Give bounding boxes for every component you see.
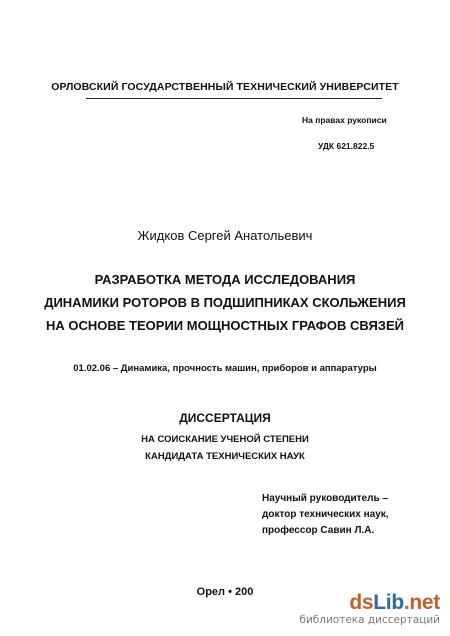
advisor-line-2: доктор технических наук, [262, 509, 389, 520]
udk-code: УДК 621.822.5 [318, 141, 375, 151]
degree-statement [0, 431, 450, 465]
degree-line-2: КАНДИДАТА ТЕХНИЧЕСКИХ НАУК [145, 451, 305, 462]
header-divider [86, 98, 382, 99]
title-line-1: РАЗРАБОТКА МЕТОДА ИССЛЕДОВАНИЯ [94, 272, 356, 287]
city-year: Орел • 200 [196, 586, 254, 598]
rights-note: На правах рукописи [302, 115, 387, 125]
title-line-3: НА ОСНОВЕ ТЕОРИИ МОЩНОСТНЫХ ГРАФОВ СВЯЗЕЙ [46, 318, 404, 333]
university-name: ОРЛОВСКИЙ ГОСУДАРСТВЕННЫЙ ТЕХНИЧЕСКИЙ УНИВЕРСИТЕТ [51, 81, 399, 93]
scientific-advisor [262, 491, 389, 539]
author-name: Жидков Сергей Анатольевич [137, 228, 313, 243]
advisor-line-1: Научный руководитель – [262, 493, 388, 504]
title-line-2: ДИНАМИКИ РОТОРОВ В ПОДШИПНИКАХ СКОЛЬЖЕНИЯ [44, 295, 406, 310]
dissertation-title [0, 268, 450, 337]
degree-line-1: НА СОИСКАНИЕ УЧЕНОЙ СТЕПЕНИ [141, 434, 309, 445]
dslib-watermark [299, 592, 440, 626]
dslib-logo: dsLib.net [349, 591, 440, 614]
specialty-code: 01.02.06 – Динамика, прочность машин, приборов и аппаратуры [73, 363, 377, 374]
dslib-tagline: библиотека диссертаций [299, 614, 440, 626]
advisor-line-3: профессор Савин Л.А. [262, 525, 375, 536]
document-type: ДИССЕРТАЦИЯ [179, 411, 271, 425]
